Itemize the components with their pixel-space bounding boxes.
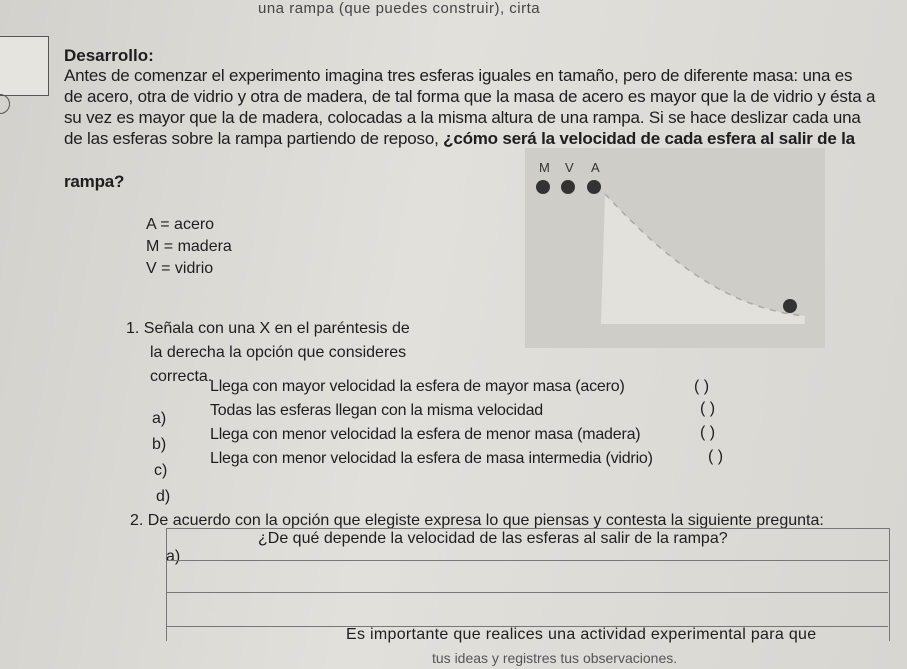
paragraph-line-1: Antes de comenzar el experimento imagina tres esferas iguales en tamaño, pero de diferente masa: una es xyxy=(64,66,853,85)
option-a-text: Llega con mayor velocidad la esfera de mayor masa (acero) xyxy=(210,378,625,395)
section-title: Desarrollo: xyxy=(64,46,154,65)
option-b-text: Todas las esferas llegan con la misma velocidad xyxy=(210,402,543,419)
legend-value: acero xyxy=(174,216,215,233)
question-2-number: 2. xyxy=(130,512,144,529)
question-2a-letter: a) xyxy=(166,548,181,565)
option-c-letter: c) xyxy=(154,462,168,479)
answer-line-1[interactable] xyxy=(166,560,888,561)
paragraph-line-3: su vez es mayor que la de madera, colocadas a la misma altura de una rampa. Si se hace deslizar cada una xyxy=(64,108,861,127)
ball-label-a: A xyxy=(591,160,600,175)
ball-label-v: V xyxy=(565,160,574,175)
ball-madera xyxy=(536,180,550,194)
legend-row-madera xyxy=(146,238,232,256)
ball-vidrio xyxy=(561,180,575,194)
legend-key: M xyxy=(146,238,160,255)
header-fragment: una rampa (que puedes construir), cirta xyxy=(258,0,541,17)
question-1-line-3: correcta. xyxy=(150,368,213,385)
ball-rolling xyxy=(783,299,797,313)
legend-row-vidrio xyxy=(146,260,213,278)
option-d-letter: d) xyxy=(156,488,171,505)
legend-eq: = xyxy=(163,238,174,255)
question-1-line-1 xyxy=(126,320,410,338)
question-2a-text: ¿De qué depende la velocidad de las esferas al salir de la rampa? xyxy=(258,530,728,547)
legend-eq: = xyxy=(161,260,171,277)
margin-box xyxy=(0,36,49,96)
note-line-1: Es importante que realices una actividad experimental para que xyxy=(346,626,817,643)
legend-eq: = xyxy=(160,216,170,233)
question-2-text: De acuerdo con la opción que elegiste expresa lo que piensas y contesta la siguiente pregunta: xyxy=(147,512,824,529)
option-a-letter: a) xyxy=(152,410,167,427)
ball-acero xyxy=(587,180,601,194)
option-d-checkbox[interactable]: ( ) xyxy=(708,448,724,465)
paragraph-line-5: rampa? xyxy=(64,172,125,191)
option-c-text: Llega con menor velocidad la esfera de menor masa (madera) xyxy=(210,426,641,443)
paragraph-line-4-text: de las esferas sobre la rampa partiendo de reposo, xyxy=(64,129,444,148)
option-a-checkbox[interactable]: ( ) xyxy=(694,378,710,395)
option-b-checkbox[interactable]: ( ) xyxy=(700,400,716,417)
legend-row-acero xyxy=(146,216,214,234)
answer-line-2[interactable] xyxy=(166,592,888,593)
option-d-text: Llega con menor velocidad la esfera de masa intermedia (vidrio) xyxy=(210,450,653,467)
option-c-checkbox[interactable]: ( ) xyxy=(700,424,716,441)
legend-key: V xyxy=(146,260,157,277)
question-1-line-2: la derecha la opción que consideres xyxy=(150,344,407,361)
legend-value: madera xyxy=(177,238,232,255)
paragraph-question: ¿cómo será la velocidad de cada esfera al salir de la xyxy=(443,129,855,148)
legend-value: vidrio xyxy=(174,260,214,277)
note-line-2: tus ideas y registres tus observaciones. xyxy=(432,650,678,666)
legend-key: A xyxy=(146,216,156,233)
paragraph-line-2: de acero, otra de vidrio y otra de madera, de tal forma que la masa de acero es mayor que la de vidrio y ésta a xyxy=(64,87,876,106)
paragraph-line-4 xyxy=(64,129,855,149)
ball-label-m: M xyxy=(539,160,550,175)
question-1-number: 1. xyxy=(126,320,140,337)
option-b-letter: b) xyxy=(152,436,167,453)
ramp-figure xyxy=(525,148,825,348)
question-1-text: Señala con una X en el paréntesis de xyxy=(143,320,410,337)
